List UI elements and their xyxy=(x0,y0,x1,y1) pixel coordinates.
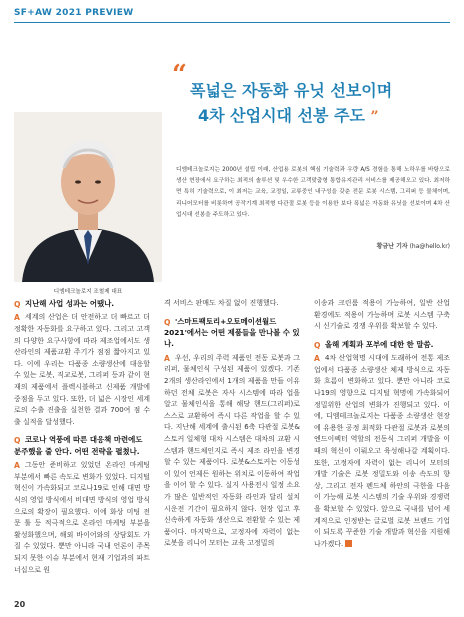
question-text: '스마트팩토리+오토메이션월드 2021'에서는 어떤 제품들을 만나볼 수 있나. xyxy=(164,316,300,349)
body-column-2 xyxy=(164,298,300,582)
byline xyxy=(377,241,450,250)
question-text: 코로나 역풍에 따른 대응책 마련에도 분주했을 줄 안다. 어떤 전략을 펼쳤나. xyxy=(14,435,143,456)
answer-1-0 xyxy=(164,298,300,310)
close-quote-icon: ” xyxy=(370,109,379,125)
question-0-0 xyxy=(14,298,150,309)
question-0-2 xyxy=(14,434,150,457)
header-divider xyxy=(14,22,450,23)
answer-text: 그동안 준비하고 있었던 온라인 마케팅 부분에서 빠른 속도로 변화가 있었다. 디지털 혁신이 가속화되고 코로나19로 인해 대면 방식의 영업 방식에서 비대면 방식의 영업 방식으로의 확장이 필요했다. 이에 화상 미팅 전문 툴 등 적극적으로 온라인 마케팅 부분을 활성화했으며, 해외 바이어와의 상담회도 가질 수 있었다. 뿐만 아니라 국내 언론이 주목되지 못한 이슈 부분에서 현재 기업과의 파트너십으로 원 xyxy=(14,461,150,574)
question-badge-icon: Q xyxy=(164,317,171,327)
question-1-1 xyxy=(164,316,300,350)
answer-2-0 xyxy=(314,298,450,333)
answer-text: 격 서비스 판매도 차질 없이 진행했다. xyxy=(164,299,279,307)
title-line-2-wrap xyxy=(190,103,392,130)
reporter-name: 황금난 기자 xyxy=(376,243,408,250)
answer-text: 우선, 우리의 주력 제품인 전동 로봇과 그리퍼, 물체인식 구성된 제품이 있겠다. 기존 2개의 생산라인에서 1개의 제품을 만들 이유하던 전체 로봇은 자사 시스템에 따라 업을 알고 물체인식을 통해 해당 핸드(그리퍼)로 스스로 교환하여 즉시 다른 작업을 할 수 있다. 지난해 세계에 출시된 6축 다관절 로봇&스토커 일체형 대차 시스템은 대차의 교환 시스템과 핸드체인지로 즉시 제조 라인을 변경할 수 있는 제품이다. 로봇&스토커는 이동성이 있어 언제든 원하는 위치로 이동하여 작업을 이어 할 수 있다. 실지 사용전시 일정 소요가 많은 일반적인 자동화 라인과 달리 설치 시운전 기간이 필요하지 않다. 현장 입고 후 신속하게 자동화 생산으로 전환할 수 있는 제품이다. 마지막으로, 고정자에 자력이 없는 로봇을 리니어 모터는 교육 고정밀의 xyxy=(164,353,300,548)
section-header: SF+AW 2021 PREVIEW xyxy=(14,8,134,18)
question-badge-icon: Q xyxy=(314,340,321,350)
answer-1-2 xyxy=(164,353,300,550)
answer-2-2 xyxy=(314,353,450,550)
page-number: 20 xyxy=(14,600,26,609)
title-line-1: 폭넓은 자동화 유닛 선보이며 xyxy=(190,81,393,100)
answer-text: 세계의 산업은 더 안전하고 더 빠르고 더 정확한 자동화를 요구하고 있다. 그리고 고객의 다양한 요구사항에 따라 제조업에서도 생산라인의 제품교환 주기가 점점 짧아지고 있다. 이에 우리는 다품종 소량생산에 대응할 수 있는 로봇, 직교로봇, 그리퍼 등과 같이 현재의 제품에서 플렉시블하고 신제품 개발에 중점을 두고 있다. 또한, 더 넓은 시장인 세계로의 수출 진출을 실천한 결과 700여 점 수출 실적을 달성했다. xyxy=(14,313,150,426)
answer-badge-icon: A xyxy=(14,313,20,323)
answer-0-1 xyxy=(14,312,150,428)
question-badge-icon: Q xyxy=(14,300,21,309)
title-line-2: 4차 산업시대 선봉 주도 xyxy=(198,106,365,125)
photo-caption: 디엠테크놀로지 조철제 대표 xyxy=(53,289,123,295)
answer-0-3 xyxy=(14,460,150,576)
intro-paragraph: 디엠테크놀로지는 2000년 설립 이래, 산업용 로봇의 핵심 기술력과 우량 A/S 경험을 통해 노하우를 바탕으로 생산 현장에서 요구하는 최적의 솔루션 및 우수한 고객맞춤형 통합유지관리 서비스를 제공해오고 있다. 최저하면 특히 기술력으로, 이 최저는 교육, 교정일, 교류중인 내구성을 갖춘 전문 로봇 시스템, 그리퍼 등 물체이며, 리니어모터를 비롯하여 공작기계 최적형 다관절 로봇 등을 이용한 보다 폭넓은 자동화 유닛을 선보이며 4차 산업시대 선봉을 주도하고 있다. xyxy=(176,167,450,218)
answer-text: 이송과 크린룸 적용이 가능하여, 일반 산업 환경에도 적용이 가능하며 로봇 시스템 구축 시 신기술로 경쟁 우위를 확보할 수 있다. xyxy=(314,299,450,331)
answer-badge-icon: A xyxy=(14,461,20,471)
ceo-photo xyxy=(14,112,162,282)
article-title xyxy=(190,78,392,130)
question-2-1 xyxy=(314,339,450,350)
answer-badge-icon: A xyxy=(314,354,320,364)
article-body xyxy=(14,298,450,582)
question-text: 지난해 사업 성과는 어땠나. xyxy=(25,299,115,308)
answer-text: 4차 산업혁명 시대에 도래하여 전통 제조업에서 다품종 소량생산 체제 방식으로 자동화 흐름이 변화하고 있다. 뿐만 아니라 코로나19의 영향으로 디지털 혁명에 가속화되어 정밀위한 산업의 변화가 진행되고 있다. 이에, 디엠테크놀로지는 다품종 소량생산 현장에 유용한 공정 최적화 다관절 로봇과 로봇의 엔드이펙터 역할의 전동식 그리퍼 개발을 이때의 혁신이 이뤄오고 육성해나갈 계획이다. 또한, 고정자에 자력이 없는 리니어 모터의 개발 기술은 로봇 정밀도와 이송 속도의 향상, 그리고 전자 펜드체 하안의 극한을 다음이 가능해 로봇 시스템의 기술 우위와 경쟁력을 확보할 수 있었다. 앞으로 국내를 넘어 세계적으로 인정받는 글로벌 로봇 브랜드 기업이 되도록 꾸준한 기술 개발과 혁신을 지원해 나가겠다. xyxy=(314,354,450,548)
body-column-3 xyxy=(314,298,450,582)
answer-badge-icon: A xyxy=(164,353,170,363)
end-mark-icon xyxy=(345,540,352,547)
question-badge-icon: Q xyxy=(14,436,21,446)
reporter-email: (ha@hello.kr) xyxy=(409,243,450,250)
body-column-1 xyxy=(14,298,150,582)
question-text: 올해 계획과 포부에 대한 한 말씀. xyxy=(325,339,434,349)
open-quote-icon: “ xyxy=(172,60,187,90)
